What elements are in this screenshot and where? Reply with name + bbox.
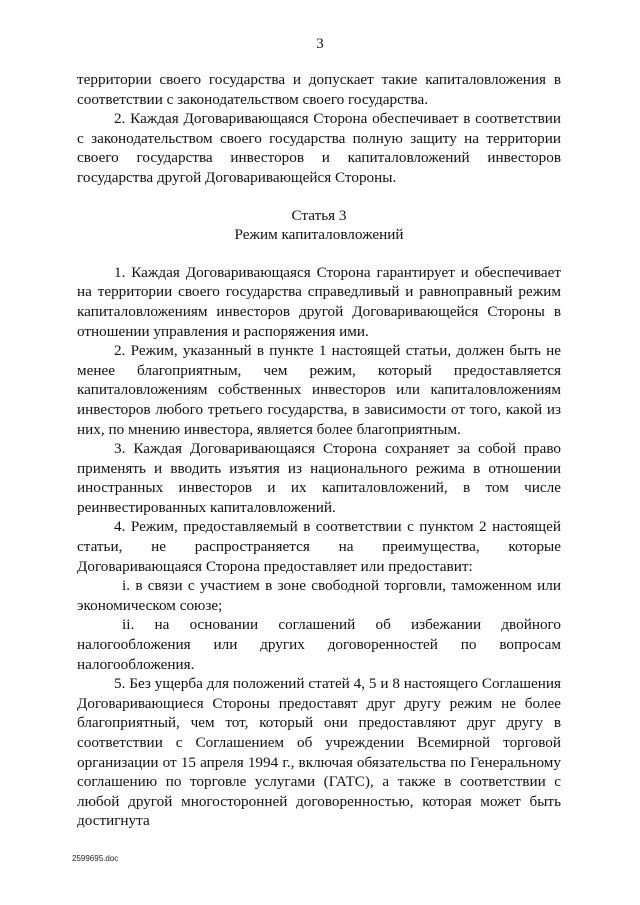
article-paragraph-4: 4. Режим, предоставляемый в соответствии с пунктом 2 настоящей статьи, не распространяется на преимущества, которые Договаривающаяся Сторона предоставляет или предоставит: <box>77 518 561 575</box>
subitem-ii: ii. на основании соглашений об избежании двойного налогообложения или других договоренностей по вопросам налогообложения. <box>77 616 561 673</box>
article-paragraph-5: 5. Без ущерба для положений статей 4, 5 и 8 настоящего Соглашения Договаривающиеся Стороны предоставят друг другу режим не более благоприятный, чем тот, который они предоставляют друг другу в соответствии с Соглашением об учреждении Всемирной торговой организации от 15 апреля 1994 г., включая обязательства по Генеральному соглашению по торговле услугами (ГАТС), а также в соответствии с любой другой многосторонней договоренностью, которая может быть достигнута <box>77 675 561 830</box>
article-number: Статья 3 <box>291 206 347 224</box>
page-number: 3 <box>316 36 324 52</box>
article-paragraph-3: 3. Каждая Договаривающаяся Сторона сохраняет за собой право применять и вводить изъятия из национального режима в отношении иностранных инвесторов и их капиталовложений, в том числе реинвестированных капиталовложений. <box>77 440 561 516</box>
article-title: Режим капиталовложений <box>234 226 404 244</box>
paragraph-continuation: территории своего государства и допускает такие капиталовложения в соответствии с законодательством своего государства. <box>77 71 561 108</box>
document-body <box>77 70 561 831</box>
footer-filename: 2599695.doc <box>72 854 119 863</box>
article-paragraph-1: 1. Каждая Договаривающаяся Сторона гарантирует и обеспечивает на территории своего государства справедливый и равноправный режим капиталовложениям инвесторов другой Договаривающейся Стороны в отношении управления и распоряжения ими. <box>77 263 561 340</box>
article-paragraph-2: 2. Режим, указанный в пункте 1 настоящей статьи, должен быть не менее благоприятным, чем режим, который предоставляется капиталовложениям собственных инвесторов или капиталовложениям инвесторов любого третьего государства, в зависимости от того, какой из них, по мнению инвестора, является более благоприятным. <box>77 342 561 438</box>
paragraph-2: 2. Каждая Договаривающаяся Сторона обеспечивает в соответствии с законодательством своего государства полную защиту на территории своего государства инвесторов и капиталовложений инвесторов государства другой Договаривающейся Стороны. <box>77 110 561 186</box>
subitem-i: i. в связи с участием в зоне свободной торговли, таможенном или экономическом союзе; <box>77 577 561 614</box>
